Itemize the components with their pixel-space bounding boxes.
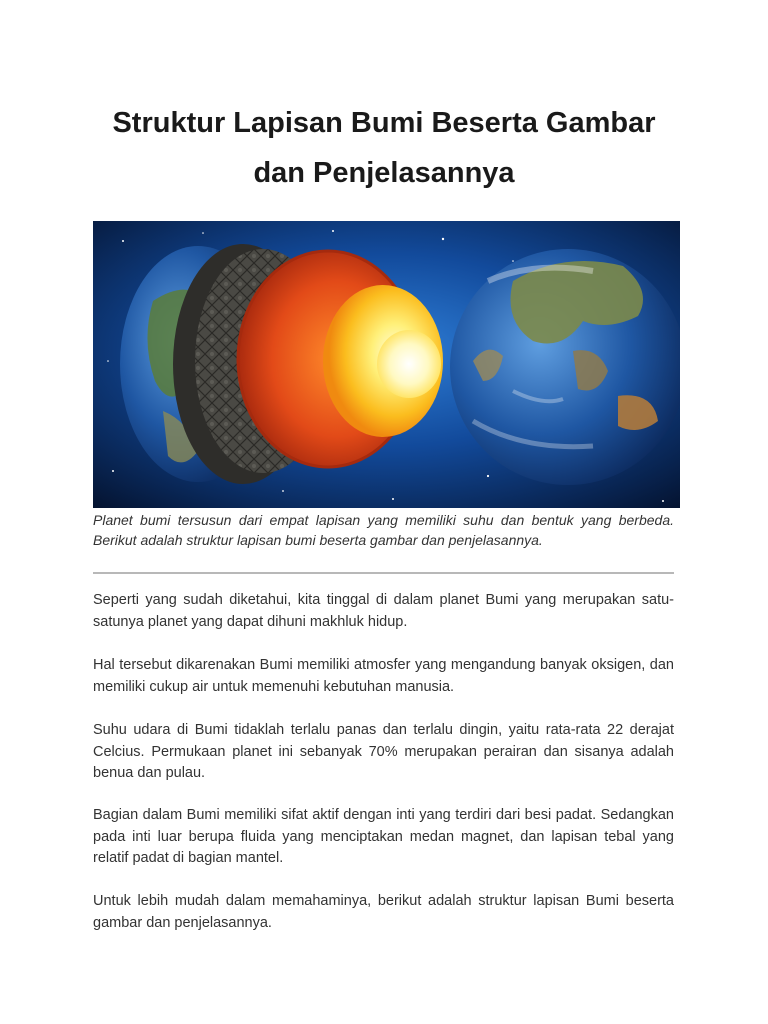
paragraph: Suhu udara di Bumi tidaklah terlalu panas dan terlalu dingin, yaitu rata-rata 22 derajat Celcius. Permukaan planet ini sebanyak 70% merupakan perairan dan sisanya adalah benua dan pulau. xyxy=(93,722,674,781)
inner-core-layer xyxy=(377,330,441,398)
article-title xyxy=(60,98,708,198)
paragraph: Hal tersebut dikarenakan Bumi memiliki atmosfer yang mengandung banyak oksigen, dan memiliki cukup air untuk memenuhi kebutuhan manusia. xyxy=(93,657,674,695)
earth-layers-illustration xyxy=(93,221,680,508)
divider xyxy=(93,572,674,574)
title-line-2: dan Penjelasannya xyxy=(253,157,515,189)
title-line-1: Struktur Lapisan Bumi Beserta Gambar xyxy=(112,107,656,139)
image-caption: Planet bumi tersusun dari empat lapisan yang memiliki suhu dan bentuk yang berbeda. Berikut adalah struktur lapisan bumi beserta gambar dan penjelasannya. xyxy=(93,512,674,548)
paragraph: Seperti yang sudah diketahui, kita tinggal di dalam planet Bumi yang merupakan satu-satunya planet yang dapat dihuni makhluk hidup. xyxy=(93,592,674,630)
paragraph: Untuk lebih mudah dalam memahaminya, berikut adalah struktur lapisan Bumi beserta gambar dan penjelasannya. xyxy=(93,893,674,931)
earth-globe xyxy=(450,249,680,485)
paragraph: Bagian dalam Bumi memiliki sifat aktif dengan inti yang terdiri dari besi padat. Sedangkan pada inti luar berupa fluida yang menciptakan medan magnet, dan lapisan tebal yang relatif padat di bagian mantel. xyxy=(93,807,674,866)
